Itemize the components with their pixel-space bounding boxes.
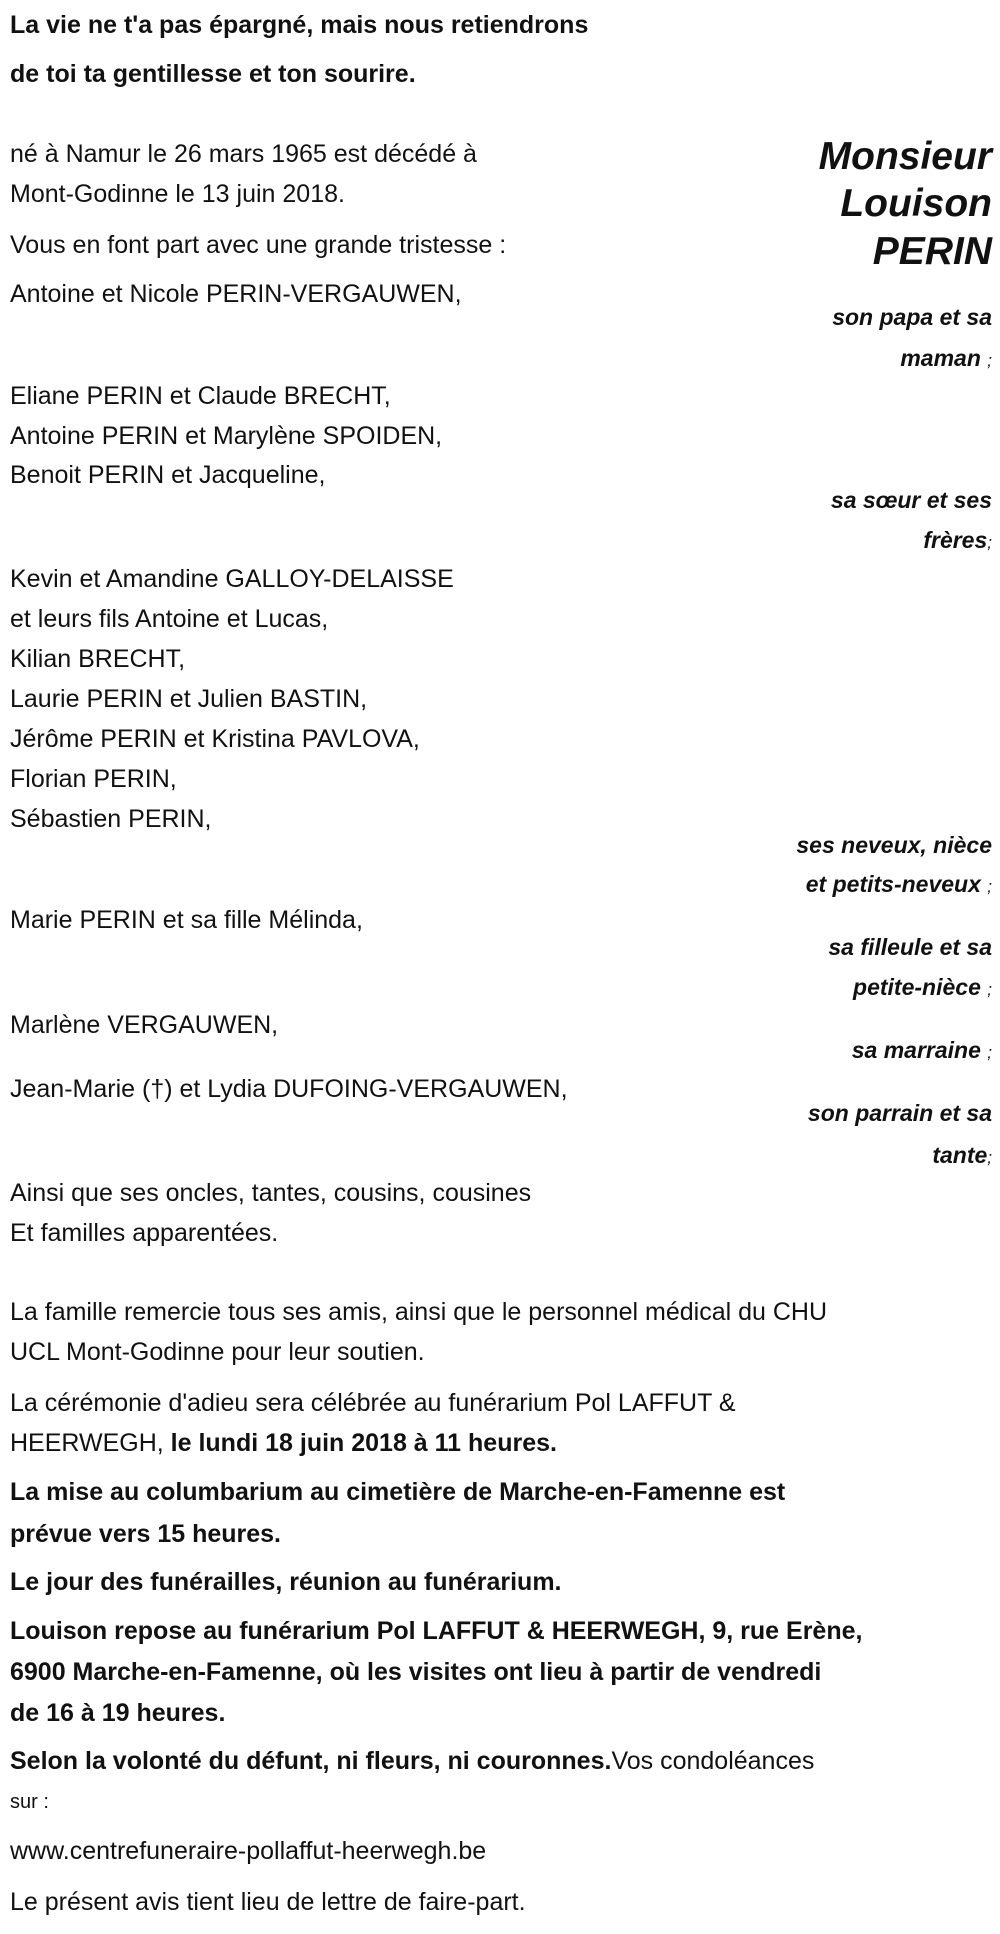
deceased-title: Monsieur <box>818 135 992 178</box>
deceased-last-name: PERIN <box>872 230 992 273</box>
role-label: maman ; <box>900 345 992 371</box>
rest-line: de 16 à 19 heures. <box>10 1699 226 1727</box>
flowers-line: Selon la volonté du défunt, ni fleurs, ni couronnes.Vos condoléances <box>10 1747 815 1775</box>
nephew-line: Kevin et Amandine GALLOY-DELAISSE <box>10 565 454 593</box>
role-label: son parrain et sa <box>807 1100 992 1126</box>
parents-names: Antoine et Nicole PERIN-VERGAUWEN, <box>10 280 462 308</box>
role-label: sa marraine ; <box>851 1037 992 1063</box>
deceased-first-name: Louison <box>840 182 992 225</box>
sibling-line: Benoit PERIN et Jacqueline, <box>10 461 326 489</box>
meeting-line: Le jour des funérailles, réunion au funérarium. <box>10 1568 562 1596</box>
nephew-line: Sébastien PERIN, <box>10 805 212 833</box>
thanks-line: La famille remercie tous ses amis, ainsi que le personnel médical du CHU <box>10 1298 828 1326</box>
role-label: tante; <box>932 1142 992 1168</box>
rest-line: 6900 Marche-en-Famenne, où les visites ont lieu à partir de vendredi <box>10 1658 822 1686</box>
quote-line: de toi ta gentillesse et ton sourire. <box>10 60 416 88</box>
role-label: frères; <box>923 527 992 553</box>
quote-line: La vie ne t'a pas épargné, mais nous retiendrons <box>10 11 589 39</box>
role-label: son papa et sa <box>832 304 992 330</box>
role-label: sa sœur et ses <box>830 487 992 513</box>
role-label: sa filleule et sa <box>828 934 992 960</box>
ceremony-line: La cérémonie d'adieu sera célébrée au funérarium Pol LAFFUT & <box>10 1389 736 1417</box>
nephew-line: Jérôme PERIN et Kristina PAVLOVA, <box>10 725 420 753</box>
sibling-line: Antoine PERIN et Marylène SPOIDEN, <box>10 422 443 450</box>
others-line: Ainsi que ses oncles, tantes, cousins, cousines <box>10 1179 532 1207</box>
godfather-names: Jean-Marie (†) et Lydia DUFOING-VERGAUWEN, <box>10 1075 568 1103</box>
intro-line: Mont-Godinne le 13 juin 2018. <box>10 180 345 208</box>
intro-line: né à Namur le 26 mars 1965 est décédé à <box>10 140 477 168</box>
notice-line: Le présent avis tient lieu de lettre de faire-part. <box>10 1888 526 1916</box>
website-link[interactable]: www.centrefuneraire-pollaffut-heerwegh.be <box>10 1837 487 1865</box>
nephew-line: Kilian BRECHT, <box>10 645 186 673</box>
columbarium-line: La mise au columbarium au cimetière de Marche-en-Famenne est <box>10 1478 786 1506</box>
intro-line: Vous en font part avec une grande tristesse : <box>10 231 507 259</box>
columbarium-line: prévue vers 15 heures. <box>10 1520 281 1548</box>
sibling-line: Eliane PERIN et Claude BRECHT, <box>10 382 391 410</box>
goddaughter-names: Marie PERIN et sa fille Mélinda, <box>10 906 363 934</box>
ceremony-line: HEERWEGH, le lundi 18 juin 2018 à 11 heures. <box>10 1429 557 1457</box>
others-line: Et familles apparentées. <box>10 1219 279 1247</box>
godmother-name: Marlène VERGAUWEN, <box>10 1011 279 1039</box>
nephew-line: Laurie PERIN et Julien BASTIN, <box>10 685 368 713</box>
nephew-line: Florian PERIN, <box>10 765 177 793</box>
role-label: et petits-neveux ; <box>805 871 992 897</box>
thanks-line: UCL Mont-Godinne pour leur soutien. <box>10 1338 425 1366</box>
rest-line: Louison repose au funérarium Pol LAFFUT & HEERWEGH, 9, rue Erène, <box>10 1617 863 1645</box>
nephew-line: et leurs fils Antoine et Lucas, <box>10 605 329 633</box>
role-label: petite-nièce ; <box>853 974 992 1000</box>
flowers-line: sur : <box>10 1791 49 1813</box>
role-label: ses neveux, nièce <box>796 832 992 858</box>
